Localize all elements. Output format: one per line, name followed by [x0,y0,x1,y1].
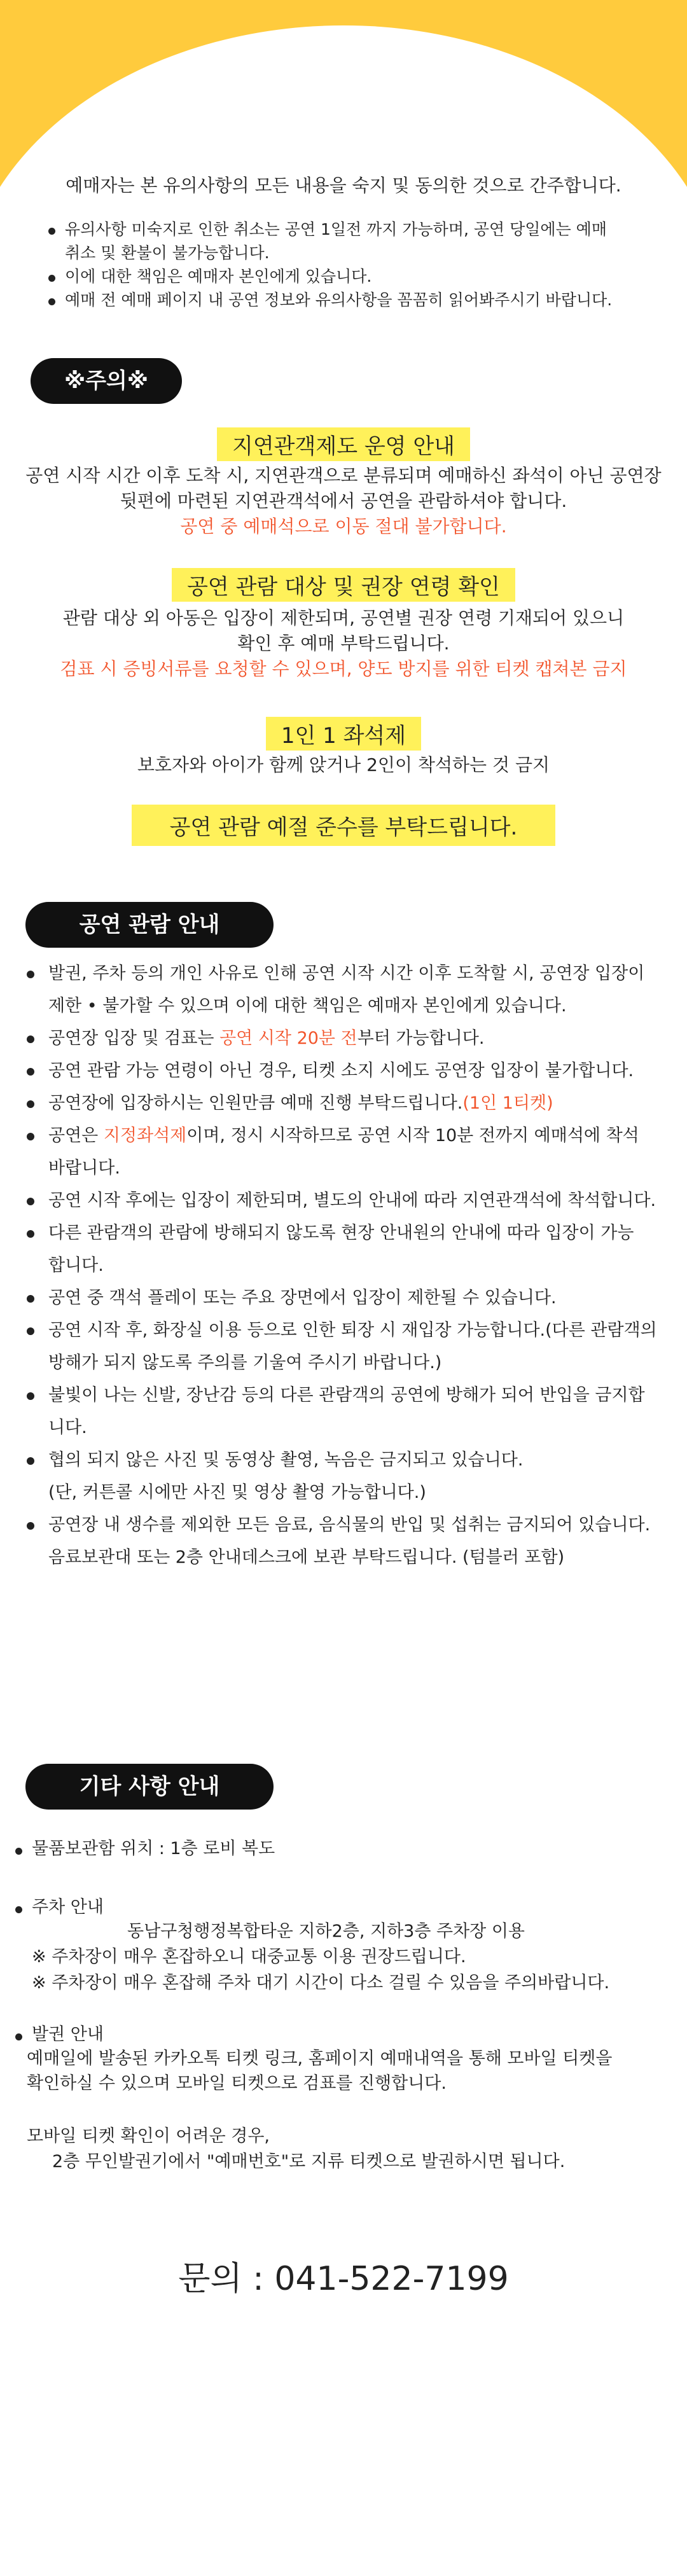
age-policy-title: 공연 관람 대상 및 권장 연령 확인 [0,568,687,602]
parking-note-1: ※ 주차장이 매우 혼잡하오니 대중교통 이용 권장드립니다. [32,1947,466,1967]
ticket-section [11,2023,673,2047]
list-item: 협의 되지 않은 사진 및 동영상 촬영, 녹음은 금지되고 있습니다. (단, 커튼콜 시에만 사진 및 영상 촬영 가능합니다.) [18,1444,673,1509]
parking-location: 동남구청행정복합타운 지하2층, 지하3층 주차장 이용 [127,1922,525,1941]
late-policy-body: 공연 시작 시간 이후 도착 시, 지연관객으로 분류되며 예매하신 좌석이 아닌 공연장 뒷편에 마련된 지연관객석에서 공연을 관람하셔야 합니다. 공연 중 예매석으로 이동 절대 불가합니다. [25,465,662,537]
age-policy-body: 관람 대상 외 아동은 입장이 제한되며, 공연별 권장 연령 기재되어 있으니 확인 후 예매 부탁드립니다. 검표 시 증빙서류를 요청할 수 있으며, 양도 방지를 위한 티켓 캡쳐본 금지 [60,607,627,679]
list-item: 발권, 주차 등의 개인 사유로 인해 공연 시작 시간 이후 도착할 시, 공연장 입장이 제한 • 불가할 수 있으며 이에 대한 책임은 예매자 본인에게 있습니다. [18,957,673,1022]
ticket-info-4: 2층 무인발권기에서 "예매번호"로 지류 티켓으로 발권하시면 됩니다. [52,2152,566,2171]
intro-text: 예매자는 본 유의사항의 모든 내용을 숙지 및 동의한 것으로 간주합니다. [66,175,621,196]
notes-list [45,218,655,312]
list-item: 유의사항 미숙지로 인한 취소는 공연 1일전 까지 가능하며, 공연 당일에는 예매 취소 및 환불이 불가능합니다. [45,218,655,265]
list-item: 예매 전 예매 페이지 내 공연 정보와 유의사항을 꼼꼼히 읽어봐주시기 바랍니다. [45,288,655,312]
ticket-info-3: 모바일 티켓 확인이 어려운 경우, [27,2126,270,2146]
etc-title-badge: 기타 사항 안내 [25,1764,274,1810]
etiquette-banner: 공연 관람 예절 준수를 부탁드립니다. [0,805,687,846]
late-policy-title: 지연관객제도 운영 안내 [0,427,687,461]
list-item: 불빛이 나는 신발, 장난감 등의 다른 관람객의 공연에 방해가 되어 반입을 금지합 니다. [18,1379,673,1444]
ticket-info-2: 확인하실 수 있으며 모바일 티켓으로 검표를 진행합니다. [27,2074,447,2093]
list-item: 주차 안내 [11,1895,673,1920]
list-item: 발권 안내 [11,2023,673,2047]
one-seat-body: 보호자와 아이가 함께 앉거나 2인이 착석하는 것 금지 [137,754,550,775]
list-item: 공연장 내 생수를 제외한 모든 음료, 음식물의 반입 및 섭취는 금지되어 있습니다. 음료보관대 또는 2층 안내데스크에 보관 부탁드립니다. (텀블러 포함) [18,1509,673,1574]
list-item: 공연은 지정좌석제이며, 정시 시작하므로 공연 시작 10분 전까지 예매석에 착석 바랍니다. [18,1119,673,1184]
parking-note-2: ※ 주차장이 매우 혼잡해 주차 대기 시간이 다소 걸릴 수 있음을 주의바랍니다. [32,1973,610,1993]
guide-title-badge: 공연 관람 안내 [25,902,274,948]
contact-phone: 문의 : 041-522-7199 [178,2260,509,2298]
list-item: 공연 관람 가능 연령이 아닌 경우, 티켓 소지 시에도 공연장 입장이 불가합니다. [18,1055,673,1087]
list-item: 이에 대한 책임은 예매자 본인에게 있습니다. [45,265,655,288]
list-item: 물품보관함 위치 : 1층 로비 복도 [11,1837,673,1861]
parking-section [11,1895,673,1920]
ticket-info-1: 예매일에 발송된 카카오톡 티켓 링크, 홈페이지 예매내역을 통해 모바일 티켓을 [27,2049,613,2068]
list-item: 공연장 입장 및 검표는 공연 시작 20분 전부터 가능합니다. [18,1022,673,1055]
caution-title-badge: ※주의※ [31,358,182,404]
locker-section [11,1837,673,1861]
list-item: 공연 시작 후에는 입장이 제한되며, 별도의 안내에 따라 지연관객석에 착석합니다. [18,1184,673,1217]
one-seat-title: 1인 1 좌석제 [0,717,687,751]
guide-list [18,957,673,1574]
list-item: 공연 중 객석 플레이 또는 주요 장면에서 입장이 제한될 수 있습니다. [18,1282,673,1314]
list-item: 공연 시작 후, 화장실 이용 등으로 인한 퇴장 시 재입장 가능합니다.(다른 관람객의 방해가 되지 않도록 주의를 기울여 주시기 바랍니다.) [18,1314,673,1379]
list-item: 다른 관람객의 관람에 방해되지 않도록 현장 안내원의 안내에 따라 입장이 가능 합니다. [18,1217,673,1282]
list-item: 공연장에 입장하시는 인원만큼 예매 진행 부탁드립니다.(1인 1티켓) [18,1087,673,1119]
